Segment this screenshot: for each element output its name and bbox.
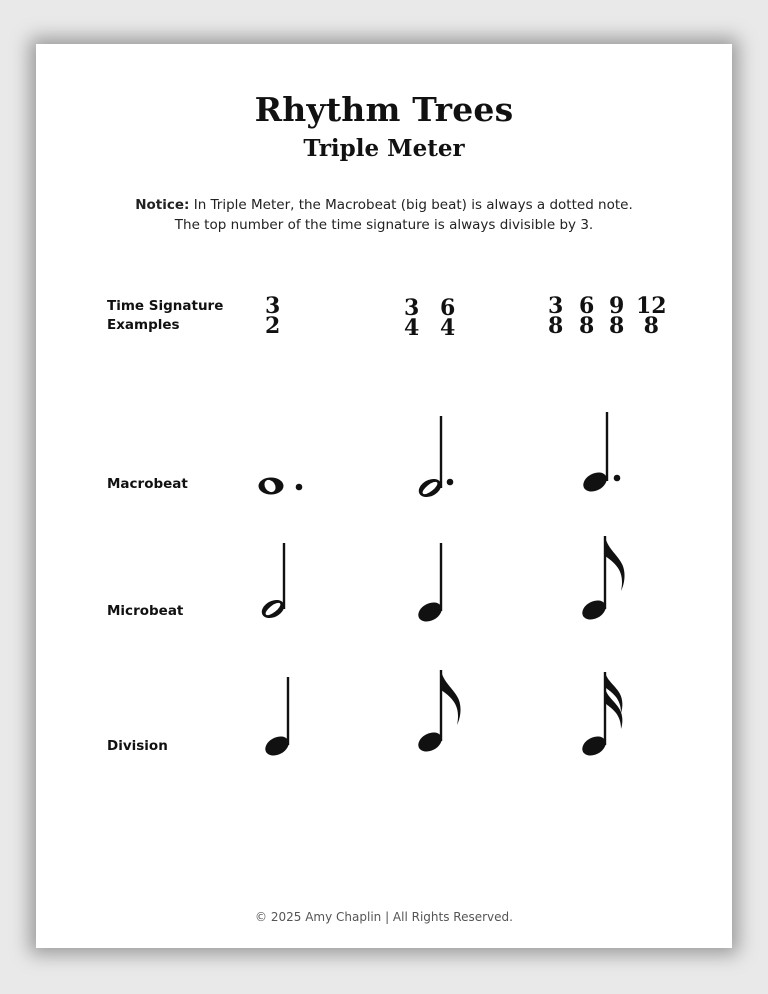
time-signature-bottom: 4 [440, 315, 456, 341]
time-signature-label-line-1: Time Signature [107, 298, 224, 314]
time-signature-top: 3 [404, 295, 420, 321]
time-signature [609, 293, 625, 339]
sixteenth-note-icon [576, 670, 636, 760]
division-label: Division [107, 738, 168, 754]
time-signature [265, 293, 281, 339]
time-signature-label [107, 297, 223, 335]
time-signature [404, 295, 420, 341]
dotted-whole-note-icon [252, 474, 312, 504]
time-signature [636, 293, 667, 339]
worksheet-page [36, 44, 732, 948]
time-signature [579, 293, 595, 339]
time-signature [440, 295, 456, 341]
time-signature-bottom: 2 [265, 313, 281, 339]
time-signature-top: 9 [609, 293, 625, 319]
time-signature-bottom: 8 [548, 313, 564, 339]
page-title: Rhythm Trees [254, 90, 514, 129]
notice-line-2: The top number of the time signature is always divisible by 3. [174, 217, 594, 233]
time-signature-bottom: 4 [404, 315, 420, 341]
time-signature-top: 6 [440, 295, 456, 321]
time-signature-bottom: 8 [643, 313, 659, 339]
eighth-note-icon [414, 668, 474, 758]
page-subtitle: Triple Meter [303, 135, 465, 162]
quarter-note-icon [261, 675, 301, 759]
dotted-half-note-icon [414, 414, 474, 500]
time-signature-top: 3 [548, 293, 564, 319]
eighth-note-icon [576, 534, 636, 624]
time-signature-bottom: 8 [609, 313, 625, 339]
notice-text [36, 195, 732, 235]
dotted-quarter-note-icon [576, 410, 636, 496]
microbeat-label: Microbeat [107, 603, 184, 619]
time-signature-top: 3 [265, 293, 281, 319]
copyright-footer: © 2025 Amy Chaplin | All Rights Reserved. [255, 910, 513, 924]
notice-lead: Notice: [135, 197, 190, 213]
half-note-icon [258, 541, 298, 621]
notice-line-1: In Triple Meter, the Macrobeat (big beat) is always a dotted note. [189, 197, 633, 213]
quarter-note-icon [414, 541, 454, 625]
time-signature [548, 293, 564, 339]
time-signature-top: 12 [636, 293, 667, 319]
macrobeat-label: Macrobeat [107, 476, 188, 492]
time-signature-top: 6 [579, 293, 595, 319]
time-signature-bottom: 8 [579, 313, 595, 339]
time-signature-label-line-2: Examples [107, 317, 180, 333]
